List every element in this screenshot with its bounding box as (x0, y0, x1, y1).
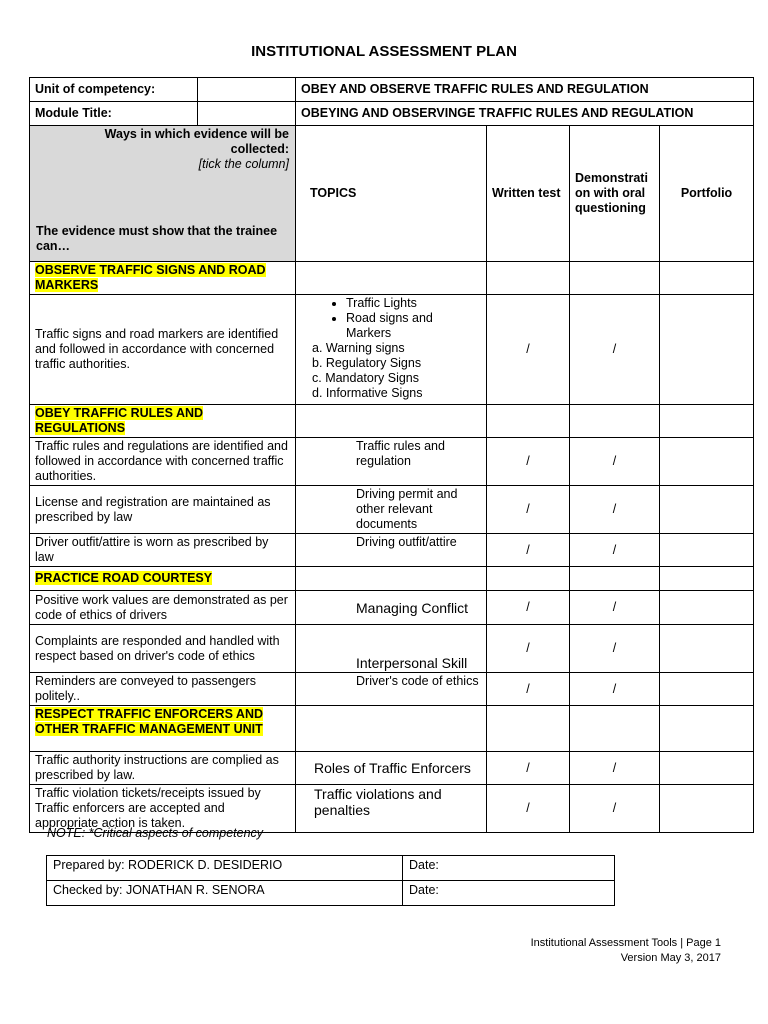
topics-cell: Driver's code of ethics (296, 673, 487, 706)
tick-instruction: [tick the column] (198, 157, 289, 171)
topics-header: TOPICS (296, 126, 487, 262)
written-mark: / (487, 785, 570, 833)
module-value: OBEYING AND OBSERVINGE TRAFFIC RULES AND REGULATION (296, 102, 754, 126)
unit-value: OBEY AND OBSERVE TRAFFIC RULES AND REGULATION (296, 78, 754, 102)
unit-spacer (198, 78, 296, 102)
topics-cell: Managing Conflict (296, 591, 487, 625)
portfolio-mark (660, 295, 754, 405)
demo-mark: / (570, 295, 660, 405)
module-spacer (198, 102, 296, 126)
written-header: Written test (487, 126, 570, 262)
portfolio-mark (660, 785, 754, 833)
topics-cell (296, 295, 487, 405)
footer-version: Version May 3, 2017 (620, 952, 721, 964)
portfolio-mark (660, 438, 754, 486)
footer-page-label: Institutional Assessment Tools | Page 1 (530, 937, 721, 949)
critical-note: NOTE: *Critical aspects of competency (47, 826, 264, 840)
topics-cell: Driving outfit/attire (296, 534, 487, 567)
portfolio-mark (660, 534, 754, 567)
demo-mark: / (570, 438, 660, 486)
topic-bullet: • Traffic Lights (346, 296, 481, 311)
evidence-cell: Driver outfit/attire is worn as prescribed by law (30, 534, 296, 567)
topic-letter: b. Regulatory Signs (312, 356, 422, 370)
written-mark: / (487, 486, 570, 534)
written-mark: / (487, 438, 570, 486)
topics-cell: Traffic violations and penalties (296, 785, 487, 833)
topic-letter: d. Informative Signs (312, 386, 423, 400)
module-label: Module Title: (30, 102, 198, 126)
demo-mark: / (570, 785, 660, 833)
demo-mark: / (570, 752, 660, 785)
written-mark: / (487, 534, 570, 567)
portfolio-mark (660, 752, 754, 785)
demo-header: Demonstration with oral questioning (570, 126, 660, 262)
evidence-header (30, 126, 296, 262)
section-heading: RESPECT TRAFFIC ENFORCERS AND OTHER TRAFFIC MANAGEMENT UNIT (30, 706, 296, 752)
topics-cell: Driving permit and other relevant documents (296, 486, 487, 534)
portfolio-header: Portfolio (660, 126, 754, 262)
signature-table (46, 855, 615, 906)
topics-cell: Interpersonal Skill (296, 625, 487, 673)
section-heading: OBEY TRAFFIC RULES AND REGULATIONS (30, 405, 296, 438)
written-mark: / (487, 591, 570, 625)
portfolio-mark (660, 591, 754, 625)
portfolio-mark (660, 625, 754, 673)
topics-cell: Roles of Traffic Enforcers (296, 752, 487, 785)
written-mark: / (487, 625, 570, 673)
written-mark: / (487, 295, 570, 405)
ways-line2: collected: (230, 142, 289, 156)
evidence-cell: Reminders are conveyed to passengers politely.. (30, 673, 296, 706)
topics-cell: Traffic rules and regulation (296, 438, 487, 486)
portfolio-mark (660, 673, 754, 706)
demo-mark: / (570, 534, 660, 567)
demo-mark: / (570, 486, 660, 534)
topic-letter: a. Warning signs (312, 341, 405, 355)
written-mark: / (487, 752, 570, 785)
written-mark: / (487, 673, 570, 706)
evidence-label: The evidence must show that the trainee can… (36, 224, 278, 253)
demo-mark: / (570, 591, 660, 625)
topic-letter: c. Mandatory Signs (312, 371, 419, 385)
section-heading: PRACTICE ROAD COURTESY (30, 567, 296, 591)
evidence-cell: Positive work values are demonstrated as per code of ethics of drivers (30, 591, 296, 625)
ways-line1: Ways in which evidence will be (104, 127, 289, 141)
evidence-cell: Complaints are responded and handled with respect based on driver's code of ethics (30, 625, 296, 673)
checked-by: Checked by: JONATHAN R. SENORA (47, 881, 403, 906)
demo-mark: / (570, 625, 660, 673)
evidence-cell: Traffic signs and road markers are identified and followed in accordance with concerned traffic authorities. (30, 295, 296, 405)
portfolio-mark (660, 486, 754, 534)
page-footer (531, 936, 721, 966)
evidence-cell: Traffic authority instructions are complied as prescribed by law. (30, 752, 296, 785)
assessment-plan-table (29, 77, 754, 833)
section-heading: OBSERVE TRAFFIC SIGNS AND ROAD MARKERS (30, 262, 296, 295)
unit-label: Unit of competency: (30, 78, 198, 102)
evidence-cell: Traffic rules and regulations are identified and followed in accordance with concerned traffic authorities. (30, 438, 296, 486)
demo-mark: / (570, 673, 660, 706)
topic-bullet: • Road signs and Markers (346, 311, 481, 341)
evidence-cell: Traffic violation tickets/receipts issued by Traffic enforcers are accepted and appropriate action is taken. (30, 785, 296, 833)
evidence-cell: License and registration are maintained as prescribed by law (30, 486, 296, 534)
prepared-by: Prepared by: RODERICK D. DESIDERIO (47, 856, 403, 881)
prepared-date: Date: (403, 856, 615, 881)
page-title: INSTITUTIONAL ASSESSMENT PLAN (251, 43, 517, 60)
checked-date: Date: (403, 881, 615, 906)
